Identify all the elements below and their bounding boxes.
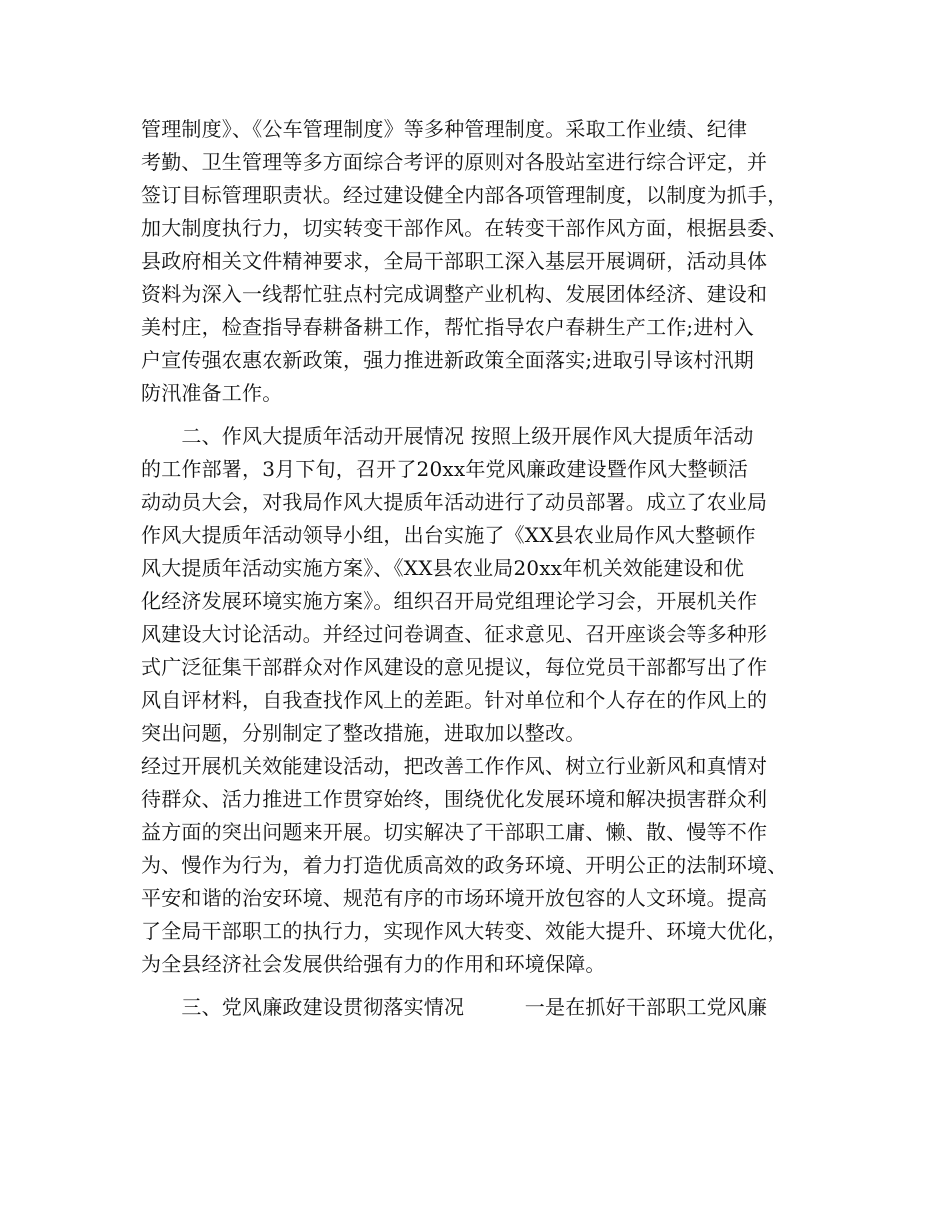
text-line: 为全县经济社会发展供给强有力的作用和环境保障。 [141, 952, 606, 976]
text-line: 益方面的突出问题来开展。切实解决了干部职工庸、懒、散、慢等不作 [141, 820, 768, 844]
section-heading-line: 三、党风廉政建设贯彻落实情况 一是在抓好干部职工党风廉 [141, 995, 768, 1019]
document-body [141, 113, 831, 1024]
text-line: 风大提质年活动实施方案》、《XX县农业局20xx年机关效能建设和优 [141, 556, 745, 580]
section-heading-line: 二、作风大提质年活动开展情况 按照上级开展作风大提质年活动 [141, 424, 754, 448]
text-line: 风自评材料，自我查找作风上的差距。针对单位和个人存在的作风上的 [141, 688, 768, 712]
text-line: 美村庄，检查指导春耕备耕工作，帮忙指导农户春耕生产工作;进村入 [141, 315, 754, 339]
text-line: 突出问题，分别制定了整改措施，进取加以整改。 [141, 721, 586, 745]
text-line: 平安和谐的治安环境、规范有序的市场环境开放包容的人文环境。提高 [141, 886, 768, 910]
text-line: 式广泛征集干部群众对作风建设的意见提议，每位党员干部都写出了作 [141, 655, 768, 679]
text-line: 资料为深入一线帮忙驻点村完成调整产业机构、发展团体经济、建设和 [141, 282, 768, 306]
text-line: 户宣传强农惠农新政策，强力推进新政策全面落实;进取引导该村汛期 [141, 348, 754, 372]
text-line: 的工作部署，3月下旬，召开了20xx年党风廉政建设暨作风大整顿活 [141, 457, 749, 481]
text-line: 作风大提质年活动领导小组，出台实施了《XX县农业局作风大整顿作 [141, 523, 756, 547]
text-line: 了全局干部职工的执行力，实现作风大转变、效能大提升、环境大优化， [141, 919, 788, 943]
text-line: 为、慢作为行为，着力打造优质高效的政务环境、开明公正的法制环境、 [141, 853, 788, 877]
text-line: 化经济发展环境实施方案》。组织召开局党组理论学习会，开展机关作 [141, 589, 758, 613]
text-line: 风建设大讨论活动。并经过问卷调查、征求意见、召开座谈会等多种形 [141, 622, 768, 646]
text-line: 考勤、卫生管理等多方面综合考评的原则对各股站室进行综合评定，并 [141, 150, 768, 174]
text-line: 管理制度》、《公车管理制度》等多种管理制度。采取工作业绩、纪律 [141, 117, 748, 141]
text-line: 待群众、活力推进工作贯穿始终，围绕优化发展环境和解决损害群众利 [141, 787, 768, 811]
text-line: 经过开展机关效能建设活动，把改善工作作风、树立行业新风和真情对 [141, 754, 768, 778]
text-line: 动动员大会，对我局作风大提质年活动进行了动员部署。成立了农业局 [141, 490, 768, 514]
text-line: 加大制度执行力，切实转变干部作风。在转变干部作风方面，根据县委、 [141, 216, 788, 240]
text-line: 县政府相关文件精神要求，全局干部职工深入基层开展调研，活动具体 [141, 249, 768, 273]
text-line: 签订目标管理职责状。经过建设健全内部各项管理制度，以制度为抓手， [141, 183, 788, 207]
text-line: 防汛准备工作。 [141, 381, 283, 405]
